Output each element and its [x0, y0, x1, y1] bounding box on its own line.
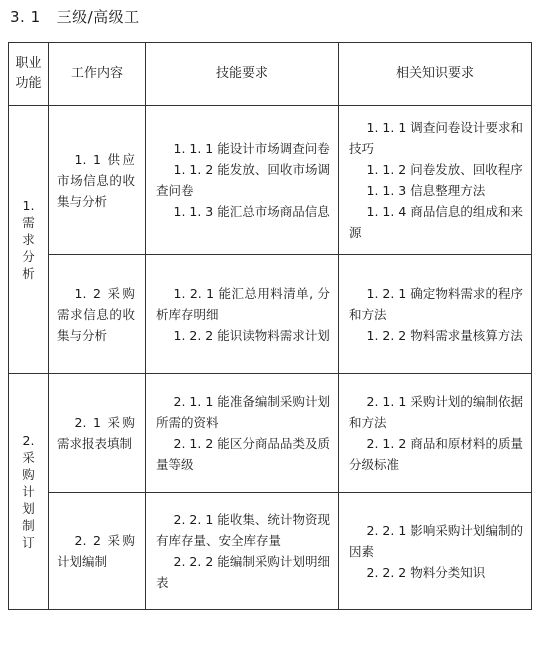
work-content-cell: 2. 1 采购需求报表填制: [49, 374, 146, 493]
list-item: 1. 2. 1 确定物料需求的程序和方法: [349, 285, 523, 322]
function-cell: 2. 采购计划制订: [9, 374, 49, 610]
knowledge-cell: [339, 106, 532, 255]
work-content-cell: 2. 2 采购计划编制: [49, 493, 146, 610]
list-item: 2. 2. 2 物料分类知识: [366, 564, 486, 580]
list-item: 2. 2. 1 能收集、统计物资现有库存量、安全库存量: [156, 512, 330, 548]
skills-cell: [146, 374, 339, 493]
list-item: 1. 2. 2 能识读物料需求计划: [173, 327, 330, 343]
list-item: 1. 1. 3 信息整理方法: [366, 183, 486, 198]
section-number: 3. 1: [10, 8, 41, 26]
header-knowledge: 相关知识要求: [339, 43, 532, 106]
list-item: 2. 2. 1 影响采购计划编制的因素: [349, 522, 523, 559]
skills-cell: [146, 255, 339, 374]
knowledge-cell: [339, 255, 532, 374]
list-item: 2. 2. 2 能编制采购计划明细表: [156, 554, 330, 590]
section-title: 三级/高级工: [56, 8, 140, 26]
list-item: 1. 1. 2 问卷发放、回收程序: [366, 162, 523, 177]
knowledge-cell: [339, 374, 532, 493]
header-function: 职业功能: [9, 43, 49, 106]
table-row: [9, 374, 532, 493]
work-content-cell: 1. 1 供应市场信息的收集与分析: [49, 106, 146, 255]
list-item: 2. 1. 1 能准备编制采购计划所需的资料: [156, 394, 330, 430]
work-content-cell: 1. 2 采购需求信息的收集与分析: [49, 255, 146, 374]
list-item: 1. 2. 2 物料需求量核算方法: [366, 327, 523, 343]
skills-cell: [146, 493, 339, 610]
list-item: 1. 2. 1 能汇总用料清单, 分析库存明细: [156, 285, 330, 322]
table-row: [9, 255, 532, 374]
list-item: 2. 1. 1 采购计划的编制依据和方法: [349, 394, 523, 430]
knowledge-cell: [339, 493, 532, 610]
list-item: 1. 1. 1 能设计市场调查问卷: [173, 141, 330, 156]
list-item: 1. 1. 3 能汇总市场商品信息: [173, 204, 330, 219]
list-item: 2. 1. 2 商品和原材料的质量分级标准: [349, 436, 523, 472]
list-item: 2. 1. 2 能区分商品品类及质量等级: [156, 436, 330, 472]
section-heading: [10, 6, 140, 27]
table-header-row: [9, 43, 532, 106]
header-skills: 技能要求: [146, 43, 339, 106]
requirements-table: [8, 42, 532, 610]
header-content: 工作内容: [49, 43, 146, 106]
function-cell: 1. 需求分析: [9, 106, 49, 374]
table-row: [9, 106, 532, 255]
skills-cell: [146, 106, 339, 255]
table-row: [9, 493, 532, 610]
list-item: 1. 1. 1 调查问卷设计要求和技巧: [349, 120, 523, 156]
list-item: 1. 1. 2 能发放、回收市场调查问卷: [156, 162, 330, 198]
list-item: 1. 1. 4 商品信息的组成和来源: [349, 204, 523, 240]
